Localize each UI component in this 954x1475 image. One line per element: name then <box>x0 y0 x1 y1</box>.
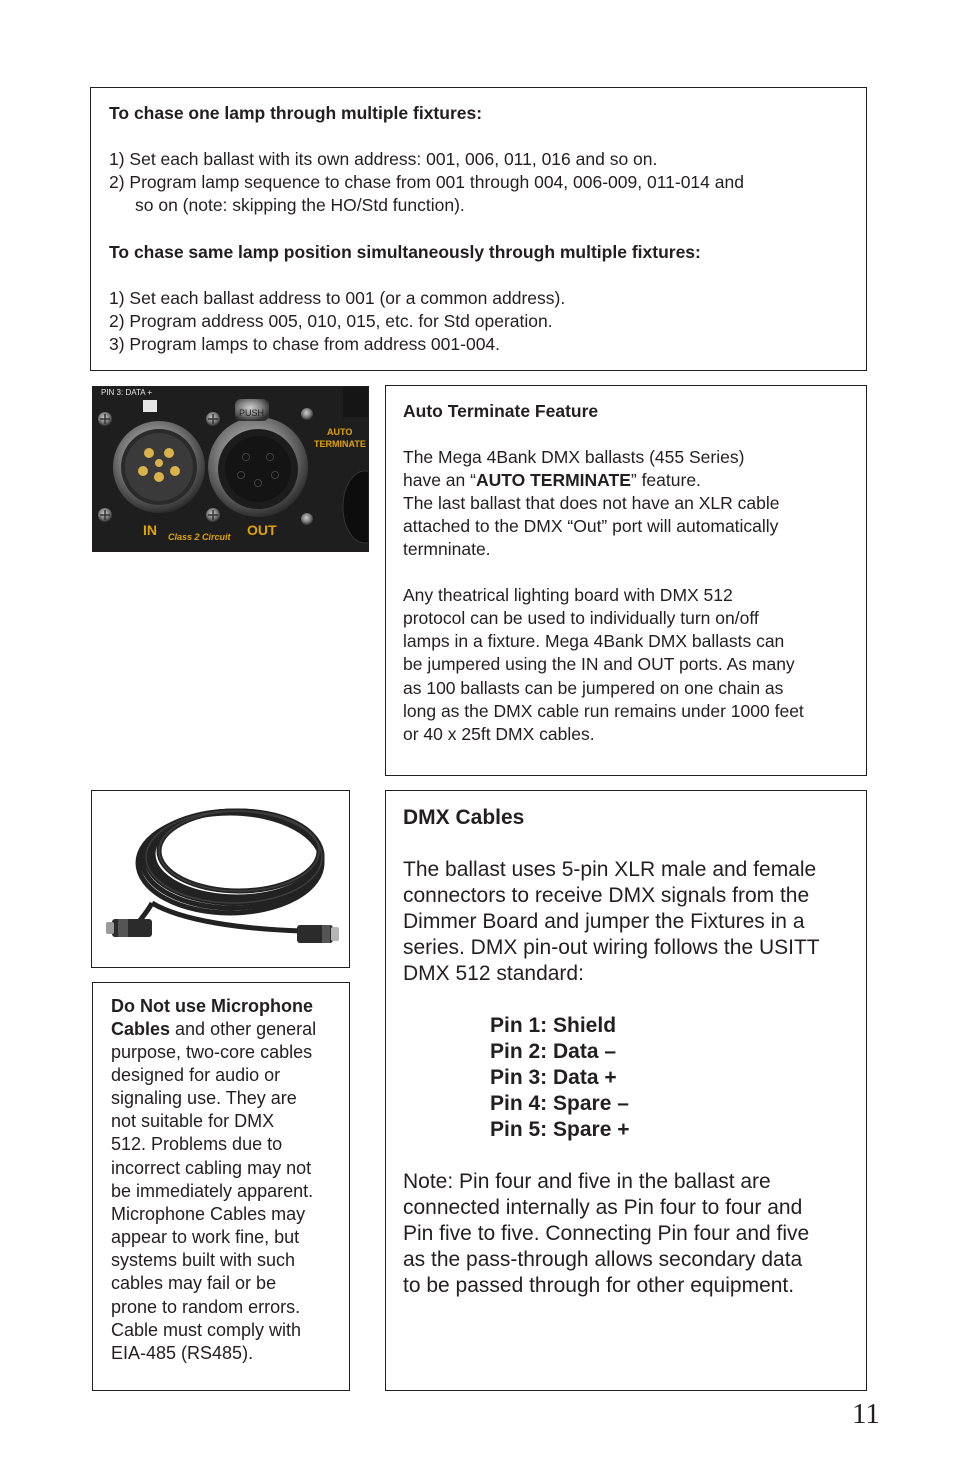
auto-terminate-line: be jumpered using the IN and OUT ports. As many <box>403 654 795 674</box>
auto-terminate-line <box>403 470 701 491</box>
warning-line: systems built with such <box>111 1250 296 1270</box>
warning-line: EIA-485 (RS485). <box>111 1343 254 1363</box>
warning-text: and other general <box>170 1019 317 1039</box>
pin-assignment: Pin 1: Shield <box>490 1014 617 1037</box>
auto-terminate-line: The Mega 4Bank DMX ballasts (455 Series) <box>403 447 745 467</box>
dmx-cables-line: connectors to receive DMX signals from the <box>403 884 810 907</box>
chase-heading-one: To chase one lamp through multiple fixtures: <box>109 103 483 123</box>
warning-emphasis: Cables <box>111 1019 171 1039</box>
chase-line: 2) Program lamp sequence to chase from 001 through 004, 006-009, 011-014 and <box>109 172 744 192</box>
pin3-label: PIN 3: DATA + <box>101 388 153 397</box>
warning-line: cables may fail or be <box>111 1273 277 1293</box>
warning-line: Microphone Cables may <box>111 1204 306 1224</box>
class2-label: Class 2 Circuit <box>168 532 231 542</box>
dmx-cables-line: The ballast uses 5-pin XLR male and female <box>403 858 817 881</box>
in-label: IN <box>143 522 157 538</box>
chase-line: 2) Program address 005, 010, 015, etc. for Std operation. <box>109 311 553 331</box>
chase-line: 1) Set each ballast with its own address: 001, 006, 011, 016 and so on. <box>109 149 658 169</box>
warning-line: Do Not use Microphone <box>111 996 313 1016</box>
chase-line: so on (note: skipping the HO/Std function). <box>135 195 465 215</box>
dmx-cables-note-line: Pin five to five. Connecting Pin four and five <box>403 1222 810 1245</box>
auto-terminate-line: long as the DMX cable run remains under 1000 feet <box>403 701 804 721</box>
warning-line: Cable must comply with <box>111 1320 302 1340</box>
terminate-label: TERMINATE <box>314 439 366 449</box>
dmx-cables-line: series. DMX pin-out wiring follows the USITT <box>403 936 820 959</box>
warning-line: incorrect cabling may not <box>111 1158 312 1178</box>
auto-terminate-line: termninate. <box>403 539 491 559</box>
auto-terminate-title: Auto Terminate Feature <box>403 401 599 421</box>
auto-terminate-emphasis: AUTO TERMINATE <box>475 470 631 490</box>
dmx-cables-note-line: as the pass-through allows secondary data <box>403 1248 803 1271</box>
push-label: PUSH <box>239 408 265 418</box>
pin-assignment: Pin 4: Spare – <box>490 1092 629 1115</box>
warning-line: prone to random errors. <box>111 1297 301 1317</box>
chase-instructions-box <box>90 87 867 371</box>
chase-line: 1) Set each ballast address to 001 (or a common address). <box>109 288 566 308</box>
auto-terminate-line: The last ballast that does not have an XLR cable <box>403 493 780 513</box>
dmx-cables-title: DMX Cables <box>403 806 525 829</box>
warning-line: designed for audio or <box>111 1065 281 1085</box>
dmx-cables-note-line: Note: Pin four and five in the ballast are <box>403 1170 771 1193</box>
auto-terminate-text: ” feature. <box>630 470 701 490</box>
auto-terminate-line: or 40 x 25ft DMX cables. <box>403 724 595 744</box>
pin-assignment: Pin 3: Data + <box>490 1066 617 1089</box>
auto-terminate-text: have an “ <box>403 470 476 490</box>
pin-assignment: Pin 5: Spare + <box>490 1118 630 1141</box>
auto-terminate-line: lamps in a fixture. Mega 4Bank DMX ballasts can <box>403 631 785 651</box>
dmx-cables-box <box>385 790 867 1391</box>
warning-line: 512. Problems due to <box>111 1134 283 1154</box>
dmx-cables-line: Dimmer Board and jumper the Fixtures in a <box>403 910 805 933</box>
out-label: OUT <box>247 522 277 538</box>
chase-heading-two: To chase same lamp position simultaneously through multiple fixtures: <box>109 242 701 262</box>
dmx-cables-note-line: connected internally as Pin four to four and <box>403 1196 803 1219</box>
auto-terminate-line: Any theatrical lighting board with DMX 512 <box>403 585 733 605</box>
auto-terminate-line: as 100 ballasts can be jumpered on one chain as <box>403 678 784 698</box>
auto-terminate-box <box>385 385 867 776</box>
warning-line: not suitable for DMX <box>111 1111 275 1131</box>
auto-label: AUTO <box>327 427 353 437</box>
pin-assignment: Pin 2: Data – <box>490 1040 617 1063</box>
dmx-cables-note-line: to be passed through for other equipment. <box>403 1274 795 1297</box>
warning-line: be immediately apparent. <box>111 1181 314 1201</box>
auto-terminate-line: protocol can be used to individually turn on/off <box>403 608 759 628</box>
microphone-cable-warning-box <box>92 982 350 1391</box>
page-number: 11 <box>852 1398 880 1430</box>
auto-terminate-line: attached to the DMX “Out” port will automatically <box>403 516 779 536</box>
chase-line: 3) Program lamps to chase from address 001-004. <box>109 334 501 354</box>
warning-line: signaling use. They are <box>111 1088 297 1108</box>
dmx-connector-panel-photo <box>92 386 369 552</box>
dmx-cables-line: DMX 512 standard: <box>403 962 584 985</box>
dmx-cable-illustration <box>92 791 349 967</box>
warning-line <box>111 1019 316 1040</box>
connector-panel-illustration <box>93 387 369 552</box>
dmx-cable-photo-box <box>91 790 350 968</box>
warning-line: purpose, two-core cables <box>111 1042 313 1062</box>
warning-line: appear to work fine, but <box>111 1227 300 1247</box>
